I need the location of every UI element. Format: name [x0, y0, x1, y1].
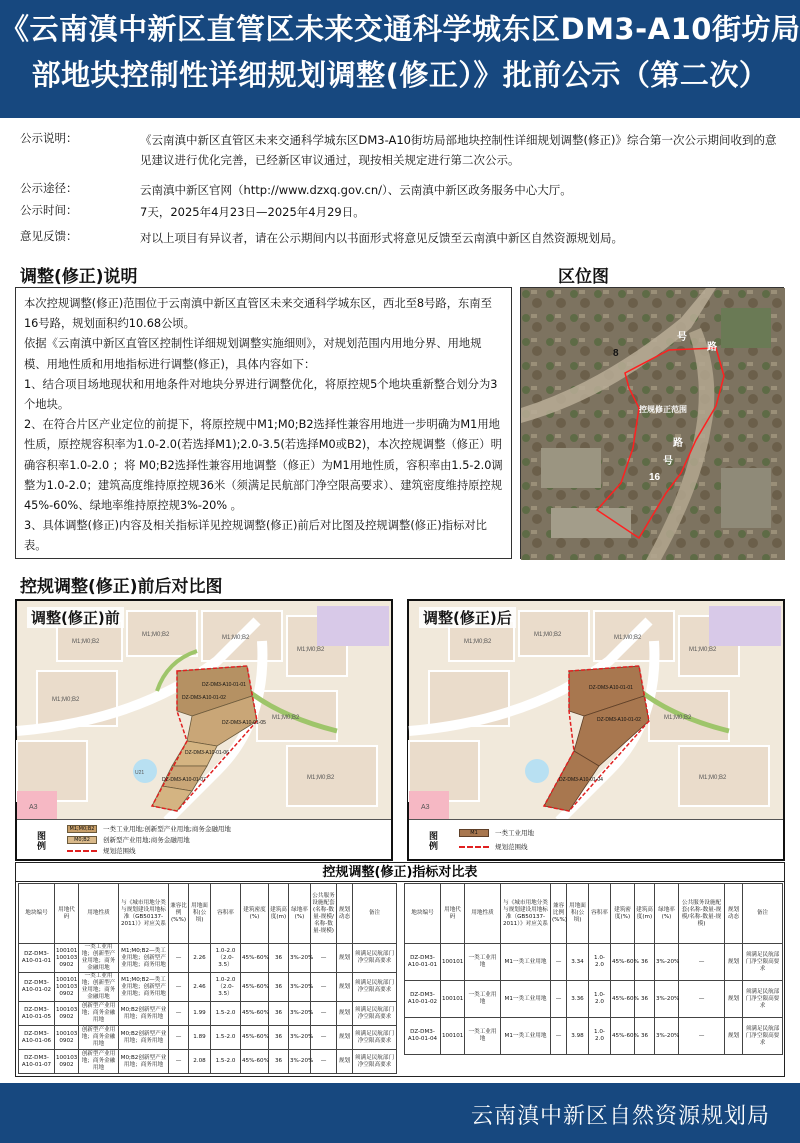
table-header-cell: 绿地率(%)	[655, 884, 679, 944]
table-cell: 45%-60%	[241, 1026, 269, 1050]
table-cell: 1.5-2.0	[211, 1050, 241, 1074]
table-cell: 36	[635, 1018, 655, 1055]
scope-label: 控规修正范围	[639, 405, 687, 414]
table-header-cell: 兼容比例(%%)	[169, 884, 189, 944]
legend-text: 一类工业用地;创新型产业用地;商务金融用地	[103, 825, 231, 833]
table-cell: M1一类工业用地	[501, 1018, 551, 1055]
road-8-label: 号	[677, 332, 687, 343]
page-header	[0, 0, 800, 118]
table-header-cell: 地块编号	[405, 884, 441, 944]
before-indicator-table	[18, 883, 397, 1074]
plot-label: DZ-DM3-A10-01-06	[185, 750, 229, 756]
table-row	[19, 973, 397, 1002]
table-cell: —	[679, 944, 725, 981]
plot-label: DZ-DM3-A10-01-04	[559, 777, 603, 783]
table-header-cell: 兼容比例(%%)	[551, 884, 567, 944]
table-row	[19, 944, 397, 973]
legend-item	[459, 828, 534, 837]
table-cell: 一类工业用地；创新型产业用地；商务金融用地	[79, 973, 119, 1002]
table-cell: M1一类工业用地	[501, 944, 551, 981]
table-cell: 1.0-2.0	[589, 1018, 611, 1055]
after-indicator-table	[404, 883, 783, 1055]
legend-swatch: M1	[459, 829, 489, 837]
table-cell: 45%-60%	[241, 973, 269, 1002]
table-cell: 须满足民航部门净空限高要求	[353, 1026, 397, 1050]
table-cell: 100103 0902	[55, 1002, 79, 1026]
table-cell: 45%-60%	[611, 1018, 635, 1055]
notice-block	[0, 122, 800, 250]
table-cell: 1.0-2.0	[589, 944, 611, 981]
land-tag: M1;M0;B2	[689, 647, 717, 653]
table-cell: 规划	[725, 944, 743, 981]
legend-swatch: M0;B2	[67, 836, 97, 844]
table-header-cell: 用地代码	[441, 884, 465, 944]
table-cell: 3%-20%	[655, 944, 679, 981]
notice-time-text: 7天，2025年4月23日—2025年4月29日。	[140, 205, 365, 219]
table-cell: 须满足民航部门净空限高要求	[743, 944, 783, 981]
before-map-legend	[17, 819, 391, 859]
table-cell: M1;M0;B2—类工业用地；创新型产业用地；商务用地	[119, 973, 169, 1002]
legend-title: 图例	[37, 832, 47, 852]
table-cell: 规划	[337, 944, 353, 973]
explanation-paragraph: 依据《云南滇中新区直管区控制性详细规划调整实施细则》，对规划范围内用地分界、用地规模、用地性质和用地指标进行调整(修正)，具体内容如下：	[24, 337, 482, 371]
table-cell: —	[551, 1018, 567, 1055]
table-cell: —	[311, 973, 337, 1002]
after-map-legend	[409, 819, 783, 859]
table-cell: M1;M0;B2—类工业用地；创新型产业用地；商务用地	[119, 944, 169, 973]
table-cell: 1.5-2.0	[211, 1002, 241, 1026]
table-cell: —	[169, 1050, 189, 1074]
boundary-line-swatch	[459, 846, 489, 848]
table-header-cell: 备注	[353, 884, 397, 944]
table-cell: 3%-20%	[289, 973, 311, 1002]
notice-route-label: 公示途径：	[20, 181, 78, 195]
table-header-cell: 规划动态	[337, 884, 353, 944]
table-cell: 规划	[337, 1050, 353, 1074]
land-tag: M1;M0;B2	[297, 647, 325, 653]
table-cell: 须满足民航部门净空限高要求	[353, 944, 397, 973]
page-footer	[0, 1083, 800, 1143]
table-cell: 一类工业用地	[465, 981, 501, 1018]
land-tag: M1;M0;B2	[464, 639, 492, 645]
satellite-image	[521, 288, 785, 560]
table-header-row	[405, 884, 783, 944]
table-cell: 100101	[441, 944, 465, 981]
road-16-label: 路	[673, 438, 683, 449]
table-header-cell: 容积率	[589, 884, 611, 944]
table-cell: 36	[635, 981, 655, 1018]
table-cell: 一类工业用地	[465, 1018, 501, 1055]
legend-item	[67, 835, 190, 844]
table-cell: 创新型产业用地；商务金融用地	[79, 1026, 119, 1050]
legend-item	[67, 846, 136, 855]
notice-desc-label: 公示说明：	[20, 131, 78, 145]
land-tag: M1;M0;B2	[664, 715, 692, 721]
table-header-cell: 公共服务设施配套(名称-数量-规模/名称-数量-规模)	[679, 884, 725, 944]
table-cell: 1.89	[189, 1026, 211, 1050]
table-cell: DZ-DM3-A10-01-01	[405, 944, 441, 981]
road-16-number: 16	[649, 472, 661, 483]
before-map-drawing	[17, 601, 391, 821]
table-cell: 创新型产业用地；商务金融用地	[79, 1002, 119, 1026]
explanation-paragraph: 本次控规调整(修正)范围位于云南滇中新区直管区未来交通科学城东区，西北至8号路，东南至16号路，规划面积约10.68公顷。	[24, 297, 492, 331]
notice-feedback	[20, 228, 780, 248]
compare-section-title: 控规调整(修正)前后对比图	[20, 577, 223, 597]
table-header-cell: 用地性质	[465, 884, 501, 944]
table-cell: DZ-DM3-A10-01-02	[405, 981, 441, 1018]
table-cell: —	[311, 944, 337, 973]
before-map	[15, 599, 393, 861]
table-cell: 须满足民航部门净空限高要求	[353, 1002, 397, 1026]
table-cell: 规划	[337, 1002, 353, 1026]
table-header-cell: 用地面积(公顷)	[567, 884, 589, 944]
table-cell: —	[551, 981, 567, 1018]
table-cell: 3.36	[567, 981, 589, 1018]
land-tag: M1;M0;B2	[699, 775, 727, 781]
table-cell: DZ-DM3-A10-01-01	[19, 944, 55, 973]
legend-swatch: M1;M0;B2	[67, 825, 97, 833]
after-map-drawing	[409, 601, 783, 821]
plot-label: DZ-DM3-A10-01-05	[222, 720, 266, 726]
page-title-line-2: 部地块控制性详细规划调整(修正）》批前公示（第二次）	[31, 58, 769, 92]
table-cell: 3%-20%	[655, 1018, 679, 1055]
road-16-label-2: 号	[663, 456, 673, 467]
table-cell: 2.08	[189, 1050, 211, 1074]
table-cell: 3%-20%	[289, 1002, 311, 1026]
notice-feedback-label: 意见反馈：	[20, 229, 78, 243]
table-cell: 须满足民航部门净空限高要求	[743, 981, 783, 1018]
table-row	[405, 981, 783, 1018]
notice-route	[20, 180, 780, 200]
table-cell: 36	[635, 944, 655, 981]
table-cell: 3.98	[567, 1018, 589, 1055]
table-cell: 须满足民航部门净空限高要求	[353, 973, 397, 1002]
table-cell: —	[551, 944, 567, 981]
land-tag: M1;M0;B2	[534, 632, 562, 638]
table-cell: 1.0-2.0	[589, 981, 611, 1018]
location-map	[520, 287, 784, 559]
table-cell: 3%-20%	[655, 981, 679, 1018]
explanation-paragraph: 3、具体调整(修正)内容及相关指标详见控规调整(修正)前后对比图及控规调整(修正)指标对比表。	[24, 519, 487, 553]
table-cell: —	[169, 1026, 189, 1050]
table-cell: —	[679, 1018, 725, 1055]
table-cell: 45%-60%	[241, 1002, 269, 1026]
table-cell: —	[311, 1050, 337, 1074]
table-cell: 1.99	[189, 1002, 211, 1026]
legend-title: 图例	[429, 832, 439, 852]
plot-label: DZ-DM3-A10-01-01	[202, 682, 246, 688]
explain-section-title: 调整(修正)说明	[20, 267, 138, 287]
road-8-number: 8	[613, 348, 619, 359]
table-cell: 45%-60%	[241, 1050, 269, 1074]
table-cell: 36	[269, 1050, 289, 1074]
table-cell: —	[679, 981, 725, 1018]
table-cell: 36	[269, 1002, 289, 1026]
table-cell: —	[169, 973, 189, 1002]
table-cell: 2.46	[189, 973, 211, 1002]
table-cell: —	[169, 1002, 189, 1026]
land-tag: M1;M0;B2	[307, 775, 335, 781]
table-cell: 100101 100103 0902	[55, 973, 79, 1002]
table-cell: 100101	[441, 981, 465, 1018]
legend-item	[67, 824, 231, 833]
table-cell: 规划	[725, 1018, 743, 1055]
land-tag: M1;M0;B2	[52, 697, 80, 703]
table-cell: DZ-DM3-A10-01-02	[19, 973, 55, 1002]
table-cell: 规划	[337, 1026, 353, 1050]
table-cell: —	[311, 1026, 337, 1050]
table-header-cell: 绿地率(%)	[289, 884, 311, 944]
land-tag: A3	[29, 804, 38, 811]
table-cell: DZ-DM3-A10-01-04	[405, 1018, 441, 1055]
location-section-title: 区位图	[558, 267, 609, 287]
land-tag: U21	[135, 770, 145, 776]
land-tag: M1;M0;B2	[72, 639, 100, 645]
table-cell: DZ-DM3-A10-01-07	[19, 1050, 55, 1074]
notice-desc-text: 《云南滇中新区直管区未来交通科学城东区DM3-A10街坊局部地块控制性详细规划调整(修正)》综合第一次公示期间收到的意见建议进行优化完善，已经新区审议通过，现按相关规定进行第二次公示。	[140, 133, 777, 167]
table-cell: 3%-20%	[289, 1026, 311, 1050]
notice-feedback-text: 对以上项目有异议者，请在公示期间内以书面形式将意见反馈至云南滇中新区自然资源规划局。	[140, 231, 623, 245]
table-cell: 100103 0902	[55, 1050, 79, 1074]
table-cell: —	[169, 944, 189, 973]
table-cell: M0;B2创新型产业用地；商务用地	[119, 1026, 169, 1050]
after-map-label: 调整(修正)后	[419, 607, 516, 628]
table-cell: 规划	[337, 973, 353, 1002]
notice-route-text: 云南滇中新区官网（http://www.dzxq.gov.cn/）、云南滇中新区政务服务中心大厅。	[140, 183, 572, 197]
table-cell: M0;B2创新型产业用地；商务用地	[119, 1002, 169, 1026]
table-header-cell: 建筑高度(m)	[635, 884, 655, 944]
table-cell: 45%-60%	[611, 981, 635, 1018]
land-tag: M1;M0;B2	[272, 715, 300, 721]
table-cell: 1.0-2.0（2.0-3.5）	[211, 944, 241, 973]
explanation-paragraph: 1、结合项目场地现状和用地条件对地块分界进行调整优化，将原控规5个地块重新整合划分为3个地块。	[24, 377, 498, 412]
table-cell: 创新型产业用地；商务金融用地	[79, 1050, 119, 1074]
explanation-paragraph: 2、在符合片区产业定位的前提下，将原控规中M1;M0;B2选择性兼容用地进一步明确为M1用地性质，原控规容积率为1.0-2.0(若选择M1);2.0-3.5(若选择M0或B2)，本次控规调整（修正）明确容积率1.0-2.0 ；将 M0;B2选择性兼容用地调整（修正）为M1用地性质，容积率由1.5-2.0调整为1.0-2.0；建筑高度维持原控规36米（须满足民航部门净空限高要求）、建筑密度维持原控规45%-60%、绿地率维持原控规3%-20% 。	[24, 418, 503, 513]
table-cell: 须满足民航部门净空限高要求	[743, 1018, 783, 1055]
table-cell: DZ-DM3-A10-01-06	[19, 1026, 55, 1050]
legend-text: 一类工业用地	[495, 829, 534, 837]
table-cell: 36	[269, 944, 289, 973]
table-cell: 2.26	[189, 944, 211, 973]
table-cell: 一类工业用地	[465, 944, 501, 981]
land-tag: M1;M0;B2	[222, 635, 250, 641]
table-header-cell: 备注	[743, 884, 783, 944]
table-row	[405, 1018, 783, 1055]
table-cell: 45%-60%	[611, 944, 635, 981]
plot-label: DZ-DM3-A10-01-02	[597, 717, 641, 723]
land-tag: M1;M0;B2	[614, 635, 642, 641]
table-cell: DZ-DM3-A10-01-05	[19, 1002, 55, 1026]
before-map-label: 调整(修正)前	[27, 607, 124, 628]
table-cell: 规划	[725, 981, 743, 1018]
table-cell: 100101 100103 0902	[55, 944, 79, 973]
table-cell: 须满足民航部门净空限高要求	[353, 1050, 397, 1074]
table-header-row	[19, 884, 397, 944]
table-header-cell: 用地代码	[55, 884, 79, 944]
land-tag: M1;M0;B2	[142, 632, 170, 638]
page-title-line-1: 《云南滇中新区直管区未来交通科学城东区DM3-A10街坊局	[0, 12, 800, 46]
table-row	[405, 944, 783, 981]
boundary-line-swatch	[67, 850, 97, 852]
table-cell: —	[311, 1002, 337, 1026]
table-header-cell: 容积率	[211, 884, 241, 944]
table-header-cell: 建筑密度(%)	[241, 884, 269, 944]
plot-label: DZ-DM3-A10-01-02	[182, 695, 226, 701]
table-header-cell: 用地面积(公顷)	[189, 884, 211, 944]
land-tag: A3	[421, 804, 430, 811]
legend-text: 规划范围线	[103, 847, 136, 855]
table-cell: 3%-20%	[289, 1050, 311, 1074]
indicator-table-panel	[15, 862, 785, 1077]
legend-text: 创新型产业用地;商务金融用地	[103, 836, 190, 844]
table-cell: 100103 0902	[55, 1026, 79, 1050]
after-map	[407, 599, 785, 861]
table-cell: M0;B2创新型产业用地；商务用地	[119, 1050, 169, 1074]
indicator-table-title: 控规调整(修正)指标对比表	[16, 863, 784, 882]
table-cell: 一类工业用地；创新型产业用地；商务金融用地	[79, 944, 119, 973]
road-8-label-2: 路	[707, 342, 717, 353]
table-header-cell: 与《城市用地分类与规划建设用地标准（GB50137-2011）》对应关系	[501, 884, 551, 944]
table-cell: 100101	[441, 1018, 465, 1055]
table-cell: M1一类工业用地	[501, 981, 551, 1018]
notice-description	[20, 130, 780, 170]
table-cell: 1.0-2.0（2.0-3.5）	[211, 973, 241, 1002]
table-header-cell: 规划动态	[725, 884, 743, 944]
table-row	[19, 1050, 397, 1074]
table-row	[19, 1026, 397, 1050]
table-cell: 36	[269, 973, 289, 1002]
table-cell: 1.5-2.0	[211, 1026, 241, 1050]
table-cell: 36	[269, 1026, 289, 1050]
table-header-cell: 公共服务设施配套(名称-数量-规模/名称-数量-规模)	[311, 884, 337, 944]
table-header-cell: 建筑高度(m)	[269, 884, 289, 944]
footer-organization: 云南滇中新区自然资源规划局	[470, 1104, 770, 1129]
plot-label: DZ-DM3-A10-01-01	[589, 685, 633, 691]
plot-label: DZ-DM3-A10-01-07	[162, 777, 206, 783]
legend-text: 规划范围线	[495, 843, 528, 851]
table-header-cell: 用地性质	[79, 884, 119, 944]
table-header-cell: 与《城市用地分类与规划建设用地标准（GB50137-2011）》对应关系	[119, 884, 169, 944]
explanation-box	[15, 287, 512, 559]
table-header-cell: 地块编号	[19, 884, 55, 944]
notice-time-label: 公示时间：	[20, 203, 78, 217]
notice-time	[20, 202, 780, 222]
table-cell: 3.34	[567, 944, 589, 981]
legend-item	[459, 842, 528, 851]
table-row	[19, 1002, 397, 1026]
table-cell: 3%-20%	[289, 944, 311, 973]
table-cell: 45%-60%	[241, 944, 269, 973]
table-header-cell: 建筑密度(%)	[611, 884, 635, 944]
